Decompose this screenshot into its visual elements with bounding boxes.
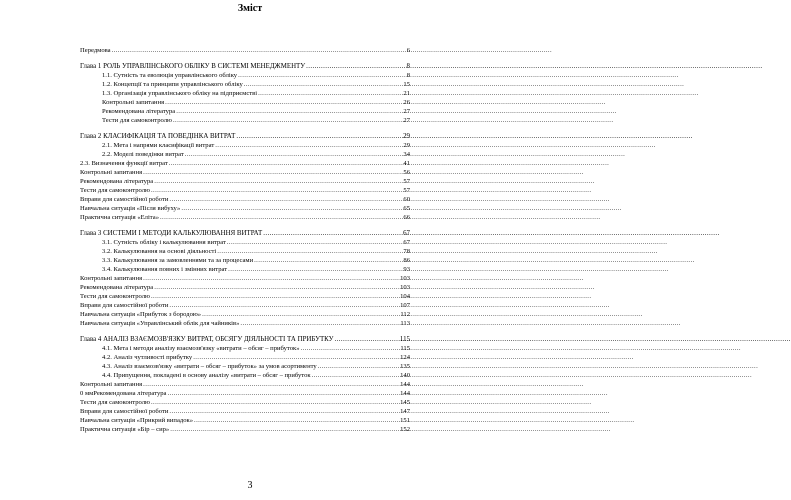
toc-entry[interactable]: [80, 195, 410, 204]
dot-leader: [202, 310, 399, 319]
toc-entry-title: Передмова: [80, 47, 111, 54]
toc-entry-page: 103: [400, 284, 410, 291]
dot-leader: [143, 380, 399, 389]
dot-leader: [176, 107, 402, 116]
toc-entry-title: Контрольні запитання: [80, 169, 143, 176]
toc-entry-title: 2.1. Мета і напрями класифікації витрат: [102, 142, 215, 149]
toc-entry[interactable]: [80, 407, 410, 416]
dot-leader: [244, 80, 403, 89]
toc-entry[interactable]: [80, 186, 410, 195]
toc-entry-page: 107: [400, 302, 410, 309]
toc-entry[interactable]: [80, 238, 410, 247]
toc-entry[interactable]: [80, 141, 410, 150]
toc-entry-title: 3.3. Калькулювання за замовленнями та за процесами: [102, 257, 254, 264]
toc-entry[interactable]: [80, 362, 410, 371]
toc-chapter-entry[interactable]: [80, 62, 410, 71]
toc-entry-page: 145: [400, 399, 410, 406]
toc-entry-title: 2.2. Моделі поведінки витрат: [102, 151, 184, 158]
toc-entry-title: Вправи для самостійної роботи: [80, 196, 169, 203]
toc-entry-page: 124: [400, 354, 410, 361]
toc-chapter-entry[interactable]: [80, 132, 410, 141]
dot-leader: [194, 416, 399, 425]
toc-entry[interactable]: [80, 380, 410, 389]
toc-entry-page: 93: [403, 266, 410, 273]
toc-entry[interactable]: [80, 310, 410, 319]
toc-entry-title: Навчальна ситуація «Управлінський облік для чайників»: [80, 320, 240, 327]
toc-entry-page: 57: [403, 187, 410, 194]
dot-leader: [318, 362, 399, 371]
toc-entry[interactable]: [80, 177, 410, 186]
dot-leader: [165, 98, 402, 107]
toc-entry-page: 15: [403, 81, 410, 88]
toc-entry-page: 65: [403, 205, 410, 212]
toc-entry-page: 112: [400, 311, 410, 318]
dot-leader: [169, 407, 399, 416]
toc-entry-page: 60: [403, 196, 410, 203]
toc-entry-title: Рекомендована література: [80, 178, 154, 185]
toc-entry-title: 4.1. Мета і методи аналізу взаємозв'язку «витрати – обсяг – прибуток»: [102, 345, 300, 352]
dot-leader: [169, 195, 402, 204]
dot-leader: [335, 335, 399, 344]
toc-chapter-entry[interactable]: [80, 229, 410, 238]
toc-entry-title: 3.1. Сутність обліку і калькулювання витрат: [102, 239, 226, 246]
toc-entry-page: 67: [403, 230, 410, 237]
toc-entry-page: 104: [400, 293, 410, 300]
dot-leader: [263, 229, 402, 238]
toc-entry-title: Практична ситуація «Бір – сир»: [80, 426, 170, 433]
toc-entry-page: 113: [400, 320, 410, 327]
toc-entry-page: 152: [400, 426, 410, 433]
toc-entry-title: Контрольні запитання: [102, 99, 165, 106]
dot-leader: [215, 141, 402, 150]
dot-leader: [312, 371, 400, 380]
toc-entry-page: 144: [400, 390, 410, 397]
toc-entry[interactable]: [80, 116, 410, 125]
toc-entry-title: 4.4. Припущення, покладені в основу аналізу «витрати – обсяг – прибуток: [102, 372, 311, 379]
toc-entry-page: 6: [406, 47, 410, 54]
dot-leader: [228, 265, 402, 274]
dot-leader: [301, 344, 400, 353]
dot-leader: [143, 274, 399, 283]
toc-entry[interactable]: [80, 292, 410, 301]
dot-leader: [167, 389, 399, 398]
toc-entry[interactable]: [80, 98, 410, 107]
toc-entry[interactable]: [80, 398, 410, 407]
toc-entry-title: Навчальна ситуація «Прикрий випадок»: [80, 417, 194, 424]
table-of-contents: [80, 46, 410, 434]
toc-chapter-entry[interactable]: [80, 335, 410, 344]
dot-leader: [217, 247, 402, 256]
toc-entry-title: 1.3. Організація управлінського обліку на підприємстві: [102, 90, 258, 97]
toc-entry[interactable]: [80, 247, 410, 256]
section-gap: [80, 328, 410, 335]
toc-entry-title: Глава 3 СИСТЕМИ І МЕТОДИ КАЛЬКУЛЮВАННЯ ВИТРАТ: [80, 230, 263, 237]
toc-entry-title: Глава 1 РОЛЬ УПРАВЛІНСЬКОГО ОБЛІКУ В СИСТЕМІ МЕНЕДЖМЕНТУ: [80, 63, 306, 70]
toc-entry-page: 86: [403, 257, 410, 264]
dot-leader: [151, 186, 402, 195]
dot-leader: [154, 283, 399, 292]
toc-entry-page: 27: [403, 117, 410, 124]
toc-entry-title: 2.3. Визначення функції витрат: [80, 160, 168, 167]
toc-entry[interactable]: [80, 371, 410, 380]
dot-leader: [193, 353, 399, 362]
toc-entry-title: 4.2. Аналіз чутливості прибутку: [102, 354, 193, 361]
dot-leader: [160, 213, 402, 222]
dot-leader: [238, 71, 406, 80]
toc-entry-page: 56: [403, 169, 410, 176]
toc-entry[interactable]: [80, 319, 410, 328]
dot-leader: [236, 132, 402, 141]
dot-leader: [154, 177, 402, 186]
toc-entry[interactable]: [80, 71, 410, 80]
toc-entry-title: Тести для самоконтролю: [80, 293, 150, 300]
toc-entry-title: Глава 2 КЛАСИФІКАЦІЯ ТА ПОВЕДІНКА ВИТРАТ: [80, 133, 236, 140]
toc-entry[interactable]: [80, 150, 410, 159]
toc-entry-page: 8: [406, 63, 410, 70]
toc-entry[interactable]: [80, 213, 410, 222]
dot-leader: [170, 425, 399, 434]
toc-entry-page: 78: [403, 248, 410, 255]
toc-entry-page: 34: [403, 151, 410, 158]
toc-entry-title: 3.4. Калькулювання повних і змінних витрат: [102, 266, 228, 273]
dot-leader: [240, 319, 399, 328]
page-number: 3: [247, 480, 253, 491]
toc-entry-title: Контрольні запитання: [80, 275, 143, 282]
dot-leader: [306, 62, 405, 71]
toc-entry-page: 21: [403, 90, 410, 97]
toc-entry[interactable]: [80, 274, 410, 283]
toc-entry-title: Вправи для самостійної роботи: [80, 302, 169, 309]
toc-entry-title: Навчальна ситуація «Після вибуху»: [80, 205, 181, 212]
toc-entry-title: 1.1. Сутність та еволюція управлінського обліку: [102, 72, 238, 79]
dot-leader: [181, 204, 402, 213]
dot-leader: [143, 168, 402, 177]
dot-leader: [112, 46, 406, 55]
toc-entry-page: 144: [400, 381, 410, 388]
dot-leader: [169, 159, 403, 168]
toc-entry[interactable]: [80, 344, 410, 353]
toc-entry[interactable]: [80, 204, 410, 213]
toc-entry-title: 4.3. Аналіз взаємозв'язку «витрати – обсяг – прибуток» за умов асортименту: [102, 363, 317, 370]
toc-entry-page: 57: [403, 178, 410, 185]
dot-leader: [151, 292, 399, 301]
toc-entry[interactable]: [80, 168, 410, 177]
toc-entry-title: Навчальна ситуація «Прибуток з бородою»: [80, 311, 202, 318]
toc-entry-title: Рекомендована література: [102, 108, 176, 115]
toc-entry-page: 147: [400, 408, 410, 415]
toc-entry-page: 29: [403, 133, 410, 140]
toc-entry-page: 140: [400, 372, 410, 379]
toc-entry[interactable]: [80, 256, 410, 265]
toc-entry-page: 29: [403, 142, 410, 149]
toc-entry-title: Контрольні запитання: [80, 381, 143, 388]
toc-entry-page: 8: [406, 72, 410, 79]
toc-entry[interactable]: [80, 425, 410, 434]
section-gap: [80, 222, 410, 229]
toc-entry-title: Практична ситуація «Еліта»: [80, 214, 159, 221]
toc-entry[interactable]: [80, 265, 410, 274]
toc-entry-title: Тести для самоконтролю: [102, 117, 172, 124]
toc-entry-title: 3.2. Калькулювання на основі діяльності: [102, 248, 217, 255]
toc-entry[interactable]: [80, 416, 410, 425]
toc-entry-title: Тести для самоконтролю: [80, 399, 150, 406]
toc-entry-title: Глава 4 АНАЛІЗ ВЗАЄМОЗВ'ЯЗКУ ВИТРАТ, ОБСЯГУ ДІЯЛЬНОСТІ ТА ПРИБУТКУ: [80, 336, 334, 343]
dot-leader: [258, 89, 402, 98]
dot-leader: [227, 238, 403, 247]
toc-entry-title: Вправи для самостійної роботи: [80, 408, 169, 415]
toc-entry[interactable]: [80, 159, 410, 168]
page-title: Зміст: [237, 3, 263, 14]
section-gap: [80, 125, 410, 132]
toc-entry-page: 41: [403, 160, 410, 167]
toc-entry[interactable]: [80, 46, 410, 55]
toc-entry-page: 135: [400, 363, 410, 370]
toc-entry-page: 151: [400, 417, 410, 424]
dot-leader: [254, 256, 402, 265]
toc-entry-page: 26: [403, 99, 410, 106]
toc-entry-page: 115: [399, 336, 410, 343]
dot-leader: [173, 116, 402, 125]
toc-entry[interactable]: [80, 353, 410, 362]
toc-entry-page: 115: [400, 345, 410, 352]
toc-entry[interactable]: [80, 89, 410, 98]
dot-leader: [185, 150, 403, 159]
toc-entry[interactable]: [80, 283, 410, 292]
toc-entry-page: 67: [403, 239, 410, 246]
toc-entry-title: Рекомендована література: [80, 284, 154, 291]
toc-entry[interactable]: [80, 107, 410, 116]
toc-entry[interactable]: [80, 80, 410, 89]
toc-entry-title: 1.2. Концепції та принципи управлінського обліку: [102, 81, 243, 88]
dot-leader: [151, 398, 399, 407]
toc-entry-title: 0 ммРекомендована література: [80, 390, 167, 397]
toc-entry-page: 27: [403, 108, 410, 115]
toc-entry-page: 103: [400, 275, 410, 282]
toc-entry[interactable]: [80, 389, 410, 398]
toc-entry-title: Тести для самоконтролю: [80, 187, 150, 194]
toc-entry[interactable]: [80, 301, 410, 310]
toc-entry-page: 66: [403, 214, 410, 221]
dot-leader: [169, 301, 399, 310]
section-gap: [80, 55, 410, 62]
